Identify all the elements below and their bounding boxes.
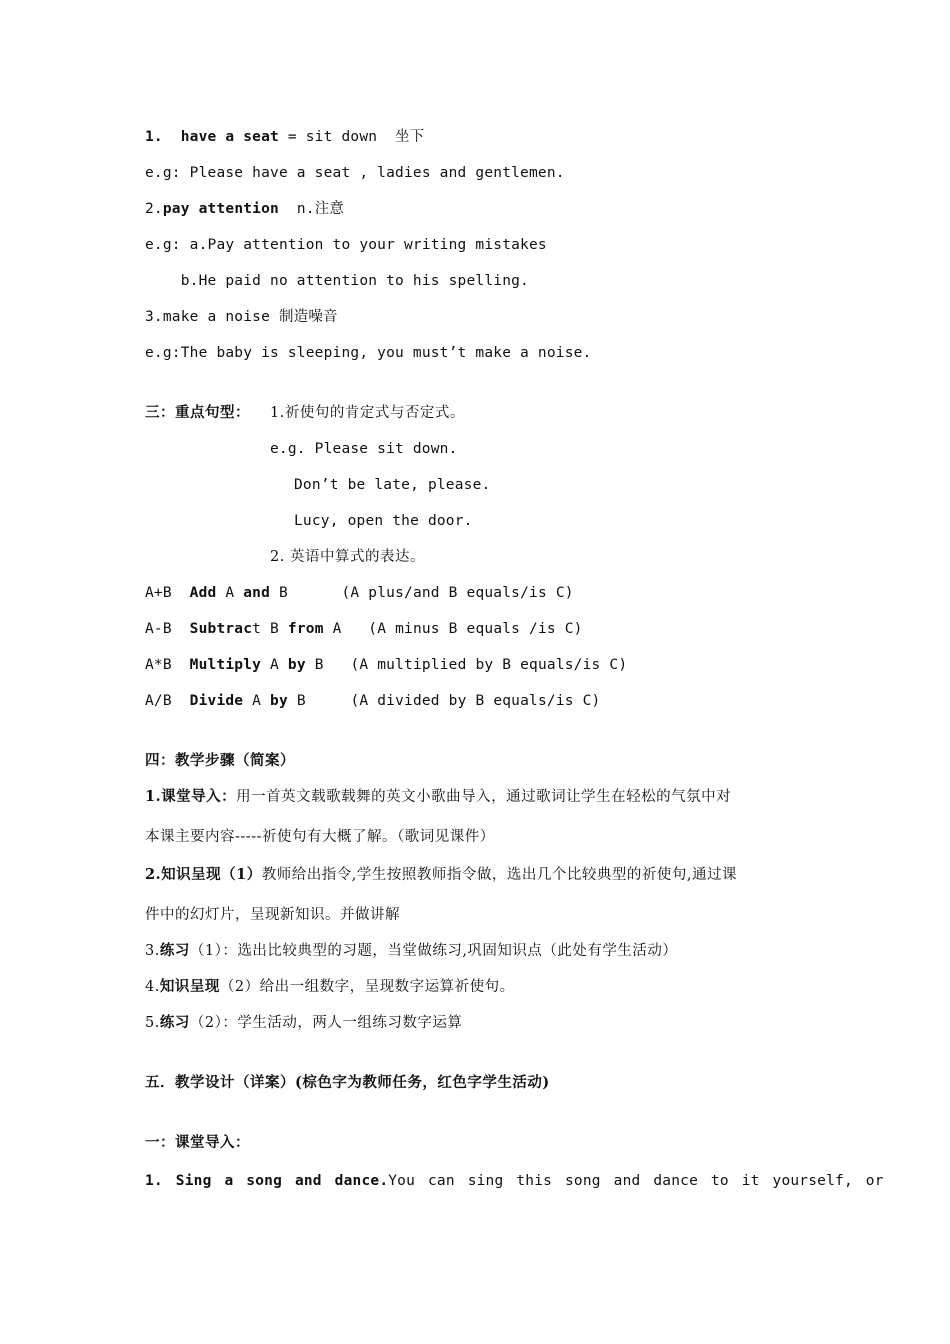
step-1-title: 1.课堂导入： (145, 788, 237, 805)
section-3-example-2: Don’t be late, please. (294, 477, 491, 493)
step-4-number: 4. (145, 979, 160, 995)
math-expression: A/B (145, 693, 190, 709)
step-4 (145, 977, 515, 997)
step-5-number: 5. (145, 1015, 160, 1031)
math-operand: A (261, 657, 288, 673)
step-5 (145, 1013, 462, 1033)
step-1 (145, 787, 731, 807)
vocab-item-1 (145, 127, 424, 147)
math-expression: A-B (145, 621, 190, 637)
math-reading: (A multiplied by B equals/is C) (350, 657, 628, 673)
math-preposition: by (287, 657, 306, 673)
step-2-text: 教师给出指令,学生按照教师指令做，选出几个比较典型的祈使句,通过课 (261, 867, 737, 883)
step-4-text: （2）给出一组数字，呈现数字运算祈使句。 (219, 979, 515, 995)
math-operand: B (270, 585, 342, 601)
math-expression: A*B (145, 657, 190, 673)
step-5-text: （2）：学生活动，两人一组练习数字运算 (189, 1015, 463, 1031)
math-verb: Divide (189, 693, 244, 709)
vocab-item-2-number: 2. (145, 201, 163, 217)
math-verb: Multiply (189, 657, 262, 673)
step-5-title: 练习 (159, 1014, 190, 1031)
step-2-title: 2.知识呈现（1） (145, 866, 262, 883)
math-row-multiply (145, 655, 627, 675)
step-3-title: 练习 (159, 942, 190, 959)
step-4-title: 知识呈现 (159, 978, 220, 995)
math-operand: A (243, 693, 271, 709)
vocab-item-2 (145, 199, 344, 219)
section-3-point-1: 1.祈使句的肯定式与否定式。 (270, 405, 465, 421)
vocab-item-2-example-a: e.g: a.Pay attention to your writing mistakes (145, 237, 547, 253)
math-expression: A+B (145, 585, 190, 601)
math-operand: A (216, 585, 244, 601)
math-reading: (A divided by B equals/is C) (350, 693, 601, 709)
vocab-item-1-phrase: 1. have a seat (145, 129, 279, 145)
math-reading: (A minus B equals /is C) (368, 621, 583, 637)
math-row-subtract (145, 619, 583, 639)
step-2 (145, 865, 737, 885)
step-1-continued: 本课主要内容-----祈使句有大概了解。（歌词见课件） (145, 829, 495, 845)
math-preposition: by (270, 693, 288, 709)
intro-line-1-title: 1. Sing a song and dance. (145, 1173, 389, 1189)
section-4-heading: 四：教学步骤（简案） (145, 752, 295, 769)
section-3-example-1: e.g. Please sit down. (270, 441, 458, 457)
section-3-example-3: Lucy, open the door. (294, 513, 473, 529)
math-preposition: and (243, 585, 271, 601)
math-operand: A (323, 621, 369, 637)
vocab-item-3-example: e.g:The baby is sleeping, you must’t make a noise. (145, 345, 592, 361)
math-verb: Add (189, 585, 217, 601)
math-reading: (A plus/and B equals/is C) (341, 585, 574, 601)
math-operand: B (305, 657, 351, 673)
math-row-divide (145, 691, 600, 711)
step-1-text: 用一首英文载歌载舞的英文小歌曲导入，通过歌词让学生在轻松的气氛中对 (236, 789, 732, 805)
intro-line-1-text: You can sing this song and dance to it yourself, or (388, 1173, 884, 1189)
math-verb: Subtrac (189, 621, 253, 637)
math-preposition: from (287, 621, 324, 637)
step-3-number: 3. (145, 943, 160, 959)
section-3-point-2: 2. 英语中算式的表达。 (270, 549, 425, 565)
vocab-item-2-example-b: b.He paid no attention to his spelling. (145, 273, 529, 289)
math-operand: B (287, 693, 351, 709)
step-2-continued: 件中的幻灯片，呈现新知识。并做讲解 (145, 907, 400, 923)
intro-line-1 (145, 1171, 884, 1191)
intro-heading: 一：课堂导入： (145, 1134, 250, 1151)
step-3-text: （1）：选出比较典型的习题，当堂做练习,巩固知识点（此处有学生活动） (189, 943, 678, 959)
section-3-heading: 三：重点句型： (145, 404, 250, 421)
vocab-item-1-example: e.g: Please have a seat , ladies and gentlemen. (145, 165, 565, 181)
math-operand: t B (252, 621, 288, 637)
vocab-item-1-meaning: = sit down 坐下 (278, 129, 425, 145)
math-row-add (145, 583, 574, 603)
vocab-item-2-phrase: pay attention (162, 201, 279, 217)
step-3 (145, 941, 677, 961)
section-5-heading: 五．教学设计（详案）(棕色字为教师任务，红色字学生活动) (145, 1074, 550, 1091)
vocab-item-2-meaning: n.注意 (278, 201, 345, 217)
vocab-item-3: 3.make a noise 制造噪音 (145, 309, 338, 325)
